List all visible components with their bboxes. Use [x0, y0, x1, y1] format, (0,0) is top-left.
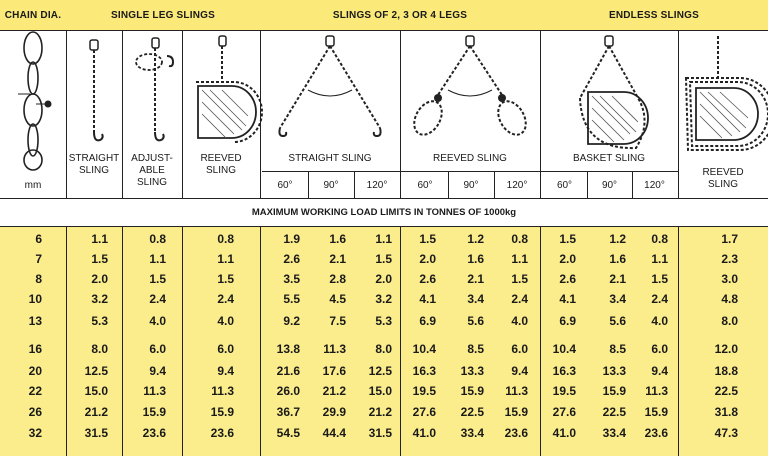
- load-limit-cell: 4.5: [329, 292, 346, 306]
- load-limit-cell: 2.4: [217, 292, 234, 306]
- divider: [354, 171, 355, 198]
- load-limit-cell: 0.8: [217, 232, 234, 246]
- load-limit-cell: 21.2: [322, 384, 346, 398]
- load-limit-cell: 36.7: [276, 405, 300, 419]
- load-limit-cell: 19.5: [552, 384, 576, 398]
- load-limit-cell: 22.5: [714, 384, 738, 398]
- reeved-multi-label: REEVED SLING: [433, 153, 507, 164]
- straight-sling-icon: [66, 32, 122, 150]
- load-limit-cell: 41.0: [552, 426, 576, 440]
- load-limit-cell: 5.6: [609, 314, 626, 328]
- chain-diameter-cell: 26: [28, 405, 42, 419]
- load-limit-cell: 2.1: [609, 272, 626, 286]
- divider: [540, 30, 541, 198]
- load-limit-cell: 12.0: [714, 342, 738, 356]
- adjustable-sling-icon: [122, 32, 182, 150]
- load-limit-cell: 17.6: [322, 364, 346, 378]
- load-limit-cell: 4.1: [419, 292, 436, 306]
- load-limit-cell: 11.3: [211, 384, 234, 398]
- chain-diameter-cell: 13: [28, 314, 42, 328]
- load-limit-cell: 1.6: [609, 252, 626, 266]
- header-chain-dia: CHAIN DIA.: [4, 9, 62, 21]
- load-limit-cell: 15.9: [602, 384, 626, 398]
- load-limit-cell: 15.9: [142, 405, 166, 419]
- load-limit-cell: 0.8: [149, 232, 166, 246]
- divider: [182, 226, 183, 456]
- load-limit-cell: 47.3: [714, 426, 738, 440]
- reeved-endless-label-1: REEVED: [702, 167, 744, 178]
- divider: [122, 30, 123, 198]
- load-limit-cell: 6.0: [651, 342, 668, 356]
- load-limit-cell: 31.5: [84, 426, 108, 440]
- load-limit-cell: 2.4: [511, 292, 528, 306]
- endless-reeved-sling-icon: [678, 32, 768, 162]
- basket-sling-label: BASKET SLING: [572, 153, 646, 164]
- angle-90-straight: 90°: [323, 180, 339, 191]
- divider: [66, 30, 67, 198]
- reeved-sling-icon: [182, 32, 260, 150]
- load-limit-cell: 1.6: [329, 232, 346, 246]
- load-limit-cell: 1.1: [91, 232, 108, 246]
- load-limit-cell: 29.9: [322, 405, 346, 419]
- divider: [494, 171, 495, 198]
- load-limit-cell: 41.0: [412, 426, 436, 440]
- load-limit-cell: 23.6: [142, 426, 166, 440]
- load-limit-cell: 1.2: [467, 232, 484, 246]
- load-limit-cell: 8.0: [91, 342, 108, 356]
- load-limit-cell: 2.6: [283, 252, 300, 266]
- adjustable-sling-label-1: ADJUST-: [131, 153, 173, 164]
- divider: [0, 226, 768, 227]
- load-limit-cell: 22.5: [460, 405, 484, 419]
- divider: [0, 198, 768, 199]
- load-limit-cell: 1.9: [283, 232, 300, 246]
- load-limit-cell: 2.4: [651, 292, 668, 306]
- load-limit-cell: 1.1: [651, 252, 668, 266]
- load-limit-cell: 27.6: [552, 405, 576, 419]
- load-limit-cell: 31.8: [714, 405, 738, 419]
- load-limit-cell: 44.4: [322, 426, 346, 440]
- load-limit-cell: 31.5: [368, 426, 392, 440]
- load-limit-cell: 21.2: [84, 405, 108, 419]
- adjustable-sling-label-3: SLING: [136, 177, 167, 188]
- divider: [540, 171, 678, 172]
- load-limit-cell: 2.6: [559, 272, 576, 286]
- load-limit-cell: 3.4: [467, 292, 484, 306]
- load-limit-cell: 15.9: [504, 405, 528, 419]
- load-limit-cell: 10.4: [412, 342, 436, 356]
- load-limit-cell: 33.4: [460, 426, 484, 440]
- divider: [400, 30, 401, 198]
- chain-diameter-cell: 6: [35, 232, 42, 246]
- divider: [260, 30, 261, 198]
- load-limit-cell: 8.5: [609, 342, 626, 356]
- angle-120-reeved: 120°: [506, 180, 528, 191]
- load-limit-cell: 3.4: [609, 292, 626, 306]
- load-limit-cell: 1.1: [511, 252, 528, 266]
- header-endless: ENDLESS SLINGS: [608, 9, 700, 21]
- load-limit-cell: 21.6: [276, 364, 300, 378]
- chain-diameter-cell: 10: [28, 292, 42, 306]
- load-limit-cell: 5.6: [467, 314, 484, 328]
- load-limit-cell: 2.8: [329, 272, 346, 286]
- load-limit-cell: 15.9: [210, 405, 234, 419]
- load-limit-cell: 11.3: [505, 384, 528, 398]
- chain-diameter-cell: 16: [28, 342, 42, 356]
- straight-sling-label-1: STRAIGHT: [68, 153, 120, 164]
- load-limit-cell: 26.0: [276, 384, 300, 398]
- load-limit-cell: 15.0: [368, 384, 392, 398]
- load-limit-cell: 6.0: [217, 342, 234, 356]
- load-limit-cell: 1.5: [149, 272, 166, 286]
- adjustable-sling-label-2: ABLE: [139, 165, 165, 176]
- load-limit-cell: 2.6: [419, 272, 436, 286]
- divider: [308, 171, 309, 198]
- load-limit-cell: 1.5: [651, 272, 668, 286]
- two-leg-reeved-sling-icon: [400, 32, 540, 150]
- divider: [678, 30, 679, 198]
- load-limit-cell: 1.2: [609, 232, 626, 246]
- load-limit-cell: 9.4: [217, 364, 234, 378]
- load-limit-cell: 2.0: [559, 252, 576, 266]
- angle-90-reeved: 90°: [463, 180, 479, 191]
- load-limit-cell: 1.1: [217, 252, 234, 266]
- load-limit-cell: 8.5: [467, 342, 484, 356]
- load-limit-cell: 4.0: [217, 314, 234, 328]
- load-limit-cell: 9.4: [149, 364, 166, 378]
- angle-120-basket: 120°: [644, 180, 665, 191]
- load-limit-cell: 4.0: [149, 314, 166, 328]
- load-limit-cell: 15.0: [84, 384, 108, 398]
- load-limit-cell: 13.3: [602, 364, 626, 378]
- load-limit-cell: 9.4: [651, 364, 668, 378]
- load-limit-cell: 0.8: [651, 232, 668, 246]
- load-limit-cell: 4.0: [511, 314, 528, 328]
- divider: [262, 171, 540, 172]
- load-limit-cell: 1.5: [91, 252, 108, 266]
- load-limit-cell: 9.2: [283, 314, 300, 328]
- chain-diameter-cell: 8: [35, 272, 42, 286]
- load-limit-cell: 3.0: [721, 272, 738, 286]
- load-limit-cell: 6.0: [149, 342, 166, 356]
- max-load-caption: MAXIMUM WORKING LOAD LIMITS IN TONNES OF 1000kg: [251, 206, 517, 218]
- load-limit-cell: 5.5: [283, 292, 300, 306]
- reeved-endless-label-2: SLING: [707, 179, 738, 190]
- load-limit-cell: 13.8: [276, 342, 300, 356]
- load-limit-cell: 15.9: [644, 405, 668, 419]
- angle-120-straight: 120°: [366, 180, 388, 191]
- load-limit-cell: 11.3: [143, 384, 166, 398]
- load-limit-cell: 19.5: [412, 384, 436, 398]
- chain-diameter-cell: 7: [35, 252, 42, 266]
- load-limit-cell: 1.7: [721, 232, 738, 246]
- load-limit-cell: 54.5: [276, 426, 300, 440]
- reeved-single-label-2: SLING: [205, 165, 236, 176]
- straight-sling-label-2: SLING: [78, 165, 109, 176]
- load-limit-cell: 3.5: [283, 272, 300, 286]
- angle-90-basket: 90°: [601, 180, 618, 191]
- load-limit-cell: 13.3: [460, 364, 484, 378]
- load-limit-cell: 6.9: [559, 314, 576, 328]
- load-limit-cell: 6.0: [511, 342, 528, 356]
- divider: [540, 226, 541, 456]
- divider: [448, 171, 449, 198]
- divider: [260, 226, 261, 456]
- load-limit-cell: 2.3: [721, 252, 738, 266]
- load-limit-cell: 2.0: [91, 272, 108, 286]
- load-limit-cell: 1.1: [149, 252, 166, 266]
- load-limit-cell: 1.6: [467, 252, 484, 266]
- load-limit-cell: 15.9: [460, 384, 484, 398]
- load-limit-cell: 2.1: [467, 272, 484, 286]
- load-limit-cell: 3.2: [91, 292, 108, 306]
- load-limit-cell: 4.8: [721, 292, 738, 306]
- two-leg-straight-sling-icon: [260, 32, 400, 150]
- angle-60-straight: 60°: [277, 180, 293, 191]
- divider: [400, 226, 401, 456]
- load-limit-cell: 22.5: [602, 405, 626, 419]
- divider: [587, 171, 588, 198]
- load-limit-cell: 12.5: [368, 364, 392, 378]
- load-limit-cell: 1.5: [375, 252, 392, 266]
- header-single-leg: SINGLE LEG SLINGS: [111, 9, 215, 21]
- reeved-single-label-1: REEVED: [200, 153, 242, 164]
- load-limit-cell: 18.8: [714, 364, 738, 378]
- load-limit-cell: 8.0: [721, 314, 738, 328]
- load-limit-cell: 1.5: [559, 232, 576, 246]
- load-limit-cell: 4.1: [559, 292, 576, 306]
- load-limit-cell: 33.4: [602, 426, 626, 440]
- load-limit-cell: 10.4: [552, 342, 576, 356]
- load-limit-cell: 11.3: [645, 384, 668, 398]
- divider: [182, 30, 183, 198]
- load-limit-cell: 23.6: [644, 426, 668, 440]
- load-limit-cell: 9.4: [511, 364, 528, 378]
- load-limit-cell: 1.5: [511, 272, 528, 286]
- chain-link-icon: [0, 32, 66, 172]
- divider: [632, 171, 633, 198]
- load-limit-cell: 11.3: [323, 342, 346, 356]
- basket-sling-icon: [540, 32, 678, 150]
- load-limit-cell: 5.3: [375, 314, 392, 328]
- chain-diameter-cell: 22: [28, 384, 42, 398]
- divider: [0, 30, 768, 31]
- load-limit-cell: 1.5: [419, 232, 436, 246]
- load-limit-cell: 4.0: [651, 314, 668, 328]
- load-limit-cell: 23.6: [504, 426, 528, 440]
- load-limit-cell: 2.0: [419, 252, 436, 266]
- load-limit-cell: 16.3: [552, 364, 576, 378]
- load-limit-cell: 23.6: [210, 426, 234, 440]
- load-limit-cell: 2.4: [149, 292, 166, 306]
- load-limit-cell: 2.1: [329, 252, 346, 266]
- angle-60-reeved: 60°: [417, 180, 433, 191]
- load-limit-cell: 3.2: [375, 292, 392, 306]
- load-limit-cell: 8.0: [375, 342, 392, 356]
- load-limit-cell: 16.3: [412, 364, 436, 378]
- load-limit-cell: 5.3: [91, 314, 108, 328]
- header-multi-leg: SLINGS OF 2, 3 OR 4 LEGS: [332, 9, 468, 21]
- load-limit-cell: 21.2: [368, 405, 392, 419]
- load-limit-cell: 1.1: [375, 232, 392, 246]
- load-limit-cell: 27.6: [412, 405, 436, 419]
- unit-label: mm: [24, 180, 42, 191]
- divider: [678, 226, 679, 456]
- load-limit-cell: 6.9: [419, 314, 436, 328]
- chain-diameter-cell: 32: [28, 426, 42, 440]
- divider: [122, 226, 123, 456]
- straight-multi-label: STRAIGHT SLING: [288, 153, 372, 164]
- load-limit-cell: 1.5: [217, 272, 234, 286]
- load-limit-cell: 12.5: [84, 364, 108, 378]
- load-limit-cell: 0.8: [511, 232, 528, 246]
- chain-diameter-cell: 20: [28, 364, 42, 378]
- load-limit-cell: 2.0: [375, 272, 392, 286]
- divider: [66, 226, 67, 456]
- angle-60-basket: 60°: [556, 180, 573, 191]
- load-limit-cell: 7.5: [329, 314, 346, 328]
